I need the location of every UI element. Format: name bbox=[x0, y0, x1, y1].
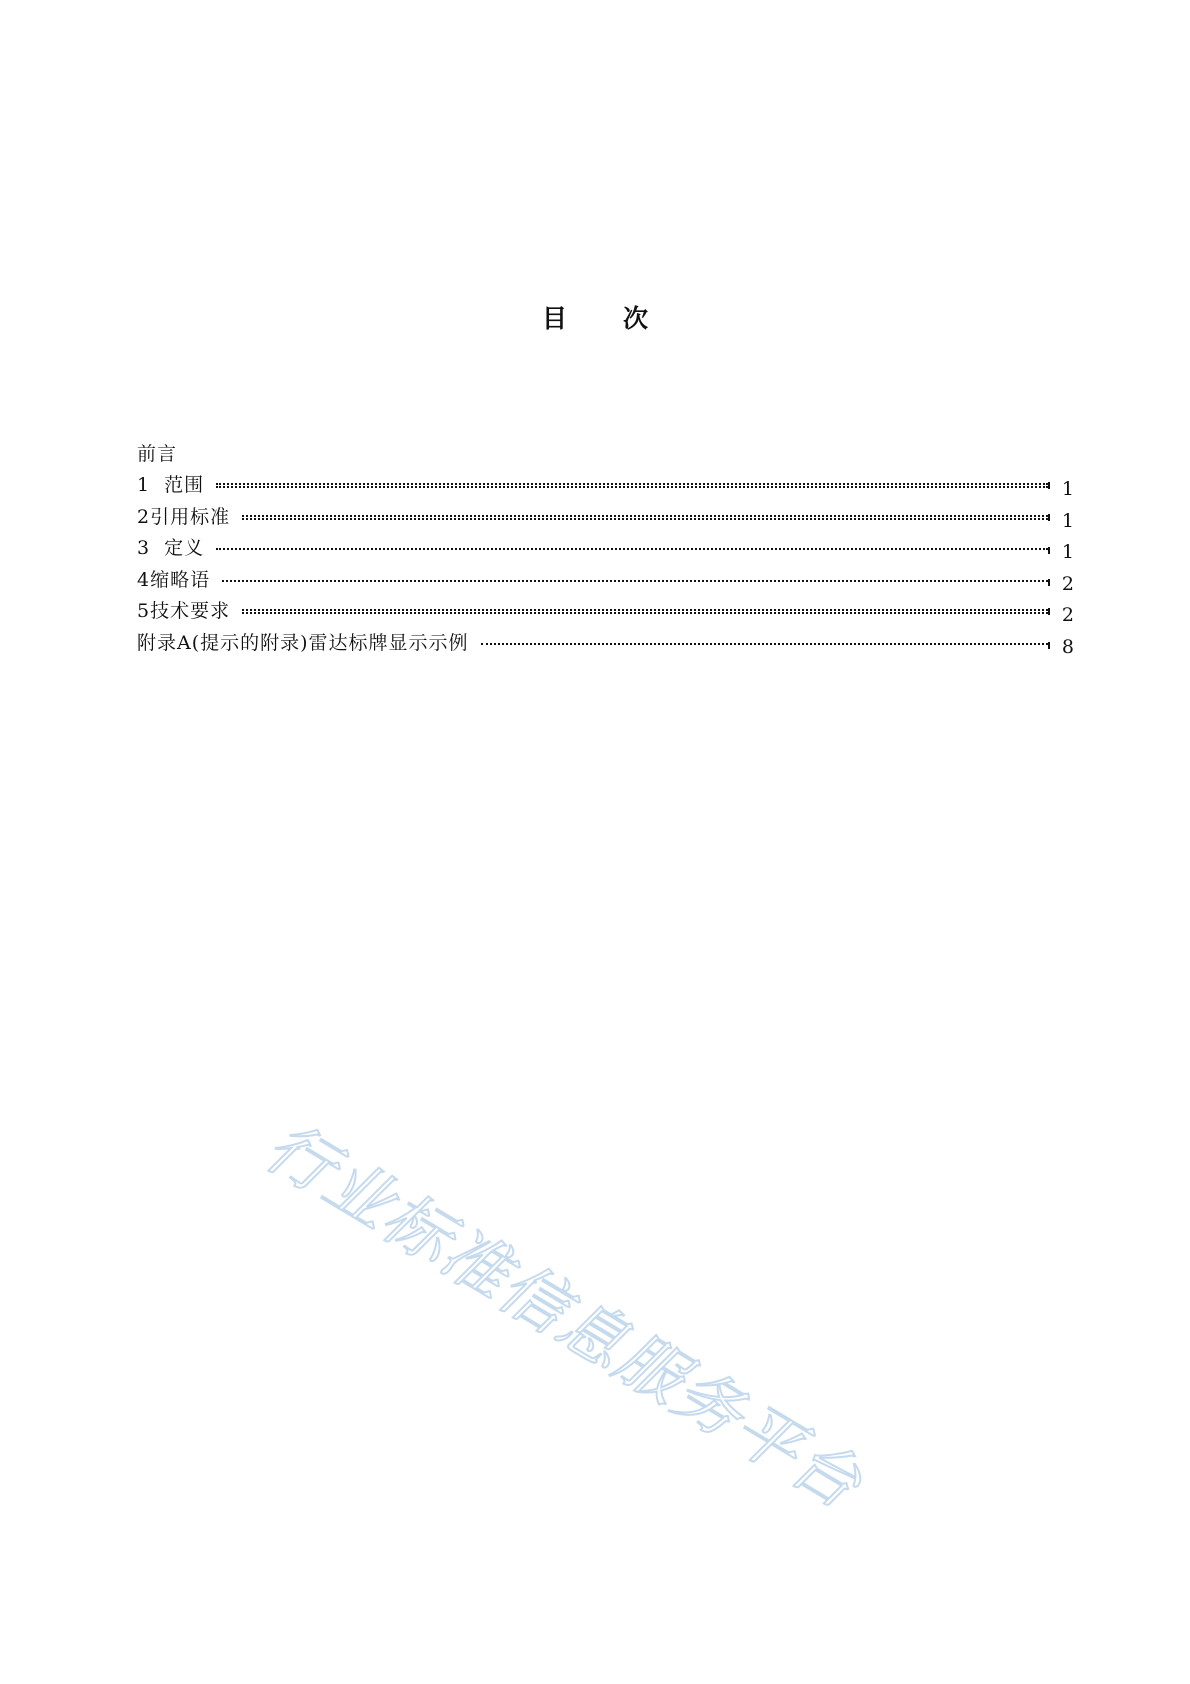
toc-page-number: 2 bbox=[1061, 604, 1074, 626]
toc-entry-references[interactable] bbox=[137, 497, 1074, 532]
toc-entry-scope[interactable] bbox=[137, 466, 1074, 498]
toc-entry-label: 5技术要求 bbox=[137, 600, 231, 622]
toc-entry-label: 4缩略语 bbox=[137, 568, 211, 591]
toc-entry-label: 2引用标准 bbox=[137, 505, 231, 528]
table-of-contents bbox=[137, 434, 1074, 658]
toc-entry-foreword[interactable] bbox=[137, 434, 1074, 466]
page-title: 目次 bbox=[541, 304, 704, 333]
toc-entry-technical-requirements[interactable] bbox=[137, 592, 1074, 624]
toc-entry-label: 3 定义 bbox=[137, 537, 205, 559]
watermark: 行业标准信息服务平台 bbox=[252, 1107, 876, 1525]
toc-leader-dots bbox=[242, 609, 1048, 614]
toc-leader-dots bbox=[216, 483, 1048, 488]
toc-entry-abbreviations[interactable] bbox=[137, 560, 1074, 595]
toc-page-number: 1 bbox=[1061, 541, 1074, 563]
toc-page-number: 8 bbox=[1061, 635, 1074, 658]
toc-leader-dots bbox=[242, 515, 1048, 520]
toc-entry-label: 前言 bbox=[137, 442, 178, 465]
toc-entry-label: 1 范围 bbox=[137, 474, 205, 496]
toc-page-number: 2 bbox=[1061, 572, 1074, 595]
toc-entry-appendix-a[interactable] bbox=[137, 623, 1074, 658]
toc-entry-definitions[interactable] bbox=[137, 529, 1074, 561]
toc-page-number: 1 bbox=[1061, 509, 1074, 532]
toc-leader-dots bbox=[222, 580, 1048, 583]
toc-leader-dots bbox=[481, 643, 1048, 646]
toc-entry-label: 附录A(提示的附录)雷达标牌显示示例 bbox=[137, 631, 469, 654]
toc-page-number: 1 bbox=[1061, 478, 1074, 500]
toc-leader-dots bbox=[216, 548, 1048, 551]
